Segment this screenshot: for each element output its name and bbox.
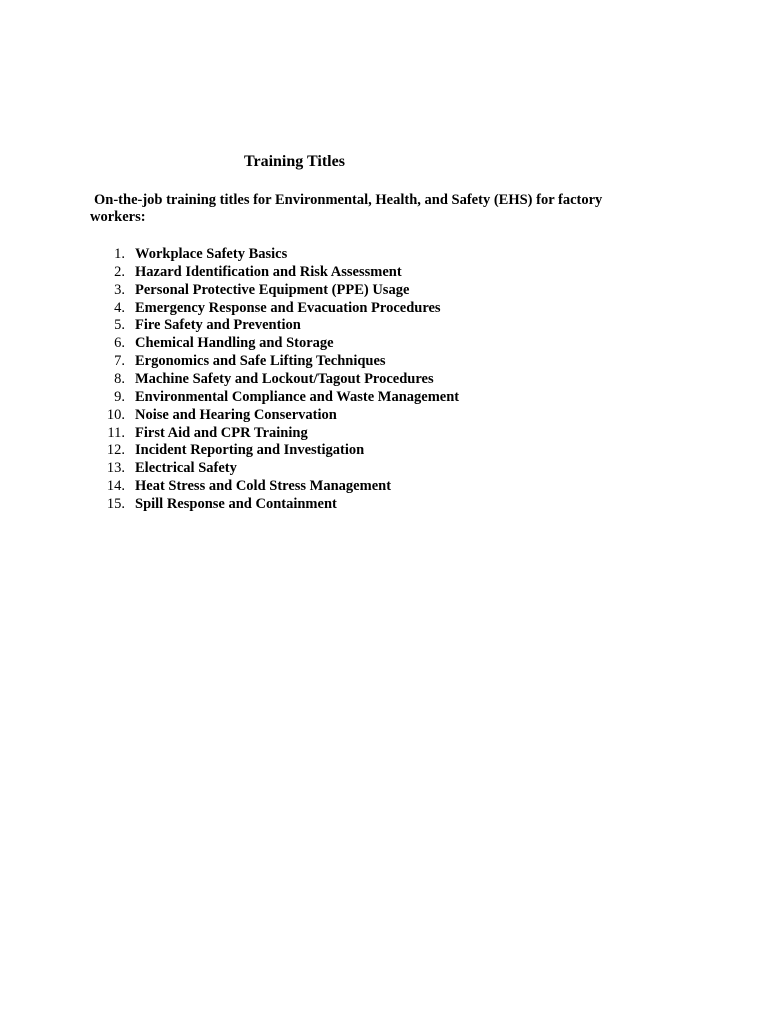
list-item xyxy=(90,317,459,335)
list-item xyxy=(90,389,459,407)
list-item-number: 14. xyxy=(106,478,125,495)
list-item-text: Spill Response and Containment xyxy=(135,496,337,513)
list-item-number: 8. xyxy=(114,371,125,388)
list-item xyxy=(90,353,459,371)
list-item-text: Electrical Safety xyxy=(135,460,237,477)
list-item-number: 12. xyxy=(106,442,125,459)
list-item xyxy=(90,407,459,425)
list-item xyxy=(90,460,459,478)
training-list xyxy=(90,246,459,514)
list-item-number: 10. xyxy=(106,406,125,423)
list-item xyxy=(90,300,459,318)
list-item-text: Personal Protective Equipment (PPE) Usage xyxy=(135,281,410,298)
list-item xyxy=(90,282,459,300)
intro-paragraph: On-the-job training titles for Environmental, Health, and Safety (EHS) for factory workers: xyxy=(90,192,603,225)
page-title: Training Titles xyxy=(244,153,345,170)
list-item-text: Hazard Identification and Risk Assessment xyxy=(135,263,402,280)
list-item-text: Machine Safety and Lockout/Tagout Procedures xyxy=(135,371,434,388)
list-item-number: 4. xyxy=(114,299,125,316)
list-item-number: 11. xyxy=(107,424,125,441)
list-item-text: Emergency Response and Evacuation Procedures xyxy=(135,299,441,316)
list-item xyxy=(90,246,459,264)
list-item xyxy=(90,371,459,389)
list-item-text: Ergonomics and Safe Lifting Techniques xyxy=(135,353,386,370)
list-item-text: Environmental Compliance and Waste Management xyxy=(135,388,460,405)
list-item-text: Incident Reporting and Investigation xyxy=(135,442,365,459)
list-item-number: 2. xyxy=(114,263,125,280)
list-item xyxy=(90,442,459,460)
list-item xyxy=(90,478,459,496)
list-item-text: Noise and Hearing Conservation xyxy=(135,406,337,423)
list-item xyxy=(90,335,459,353)
list-item-text: Heat Stress and Cold Stress Management xyxy=(135,478,392,495)
list-item-text: Chemical Handling and Storage xyxy=(135,335,334,352)
list-item xyxy=(90,425,459,443)
list-item-text: First Aid and CPR Training xyxy=(135,424,308,441)
list-item-text: Fire Safety and Prevention xyxy=(135,317,301,334)
list-item-number: 3. xyxy=(114,281,125,298)
list-item-number: 13. xyxy=(106,460,125,477)
list-item-number: 5. xyxy=(114,317,125,334)
list-item-number: 1. xyxy=(114,246,125,262)
list-item-number: 15. xyxy=(106,496,125,513)
list-item xyxy=(90,264,459,282)
list-item-text: Workplace Safety Basics xyxy=(135,246,288,262)
list-item-number: 6. xyxy=(114,335,125,352)
list-item xyxy=(90,496,459,514)
list-item-number: 9. xyxy=(114,388,125,405)
list-item-number: 7. xyxy=(114,353,125,370)
